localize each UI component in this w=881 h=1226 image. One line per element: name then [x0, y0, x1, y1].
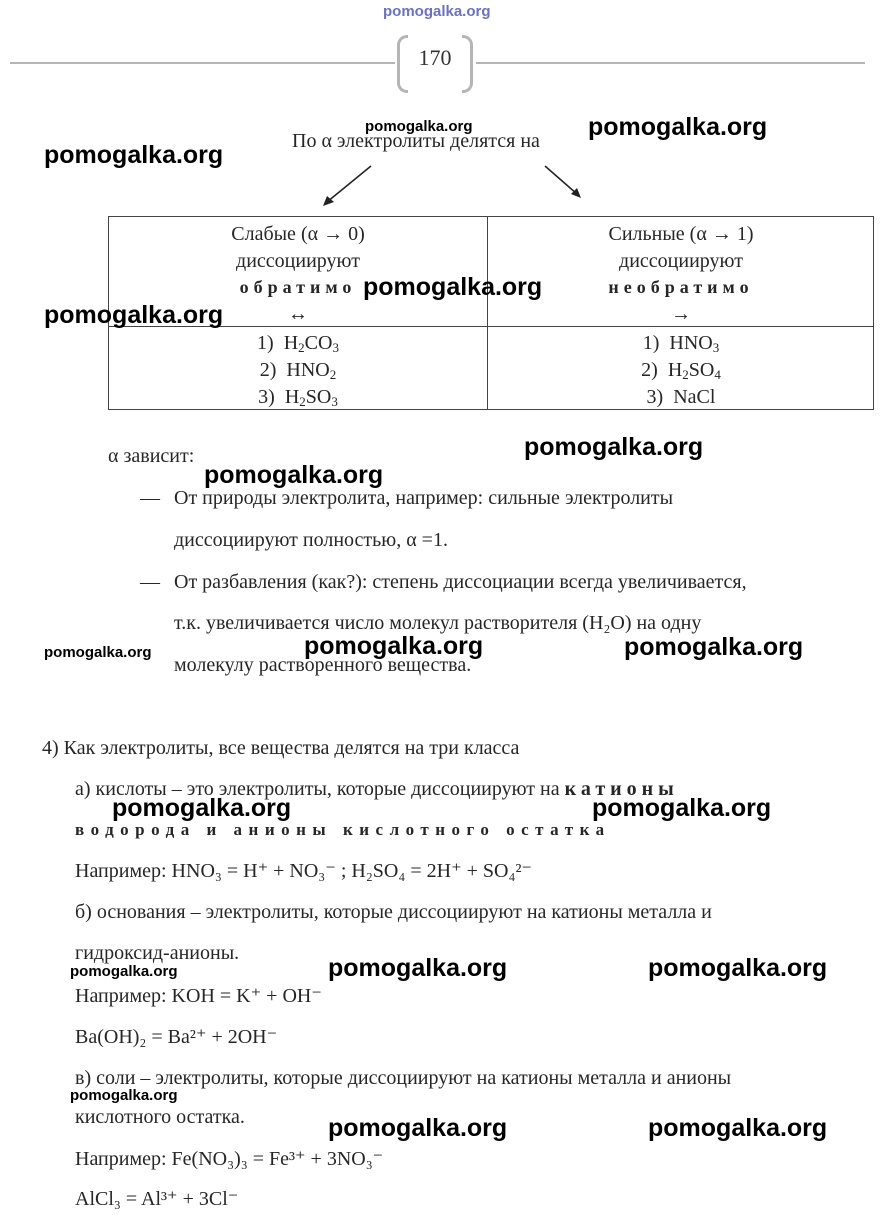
watermark: pomogalka.org: [648, 1114, 828, 1142]
header-rule-left: [10, 62, 395, 64]
watermark: pomogalka.org: [624, 633, 804, 661]
acids-example: Например: HNO₃ = H⁺ + NO₃⁻ ; H₂SO₄ = 2H⁺ + SO₄²⁻: [75, 860, 532, 882]
bases-line-1: б) основания – электролиты, которые диссоциируют на катионы металла и: [75, 901, 712, 923]
watermark: pomogalka.org: [70, 1087, 178, 1104]
watermark: pomogalka.org: [588, 113, 768, 141]
dependency-2-line-3: молекулу растворенного вещества.: [174, 654, 472, 676]
bases-line-2: гидроксид-анионы.: [75, 942, 240, 964]
strong-title: Сильные (α → 1): [608, 223, 754, 245]
dependency-1-line-1: От природы электролита, например: сильные электролиты: [174, 487, 674, 509]
section-4-heading: 4) Как электролиты, все вещества делятся на три класса: [42, 737, 520, 759]
page-number-box: [395, 35, 475, 91]
watermark: pomogalka.org: [592, 794, 772, 822]
strong-irreversibly: необратимо: [608, 277, 754, 297]
salts-line-1: в) соли – электролиты, которые диссоциируют на катионы металла и анионы: [75, 1067, 732, 1089]
watermark: pomogalka.org: [44, 644, 152, 661]
strong-item-1: 1) $HNO_3$: [642, 332, 720, 355]
watermark: pomogalka.org: [44, 141, 224, 169]
salts-example-1: Например: Fe(NO₃)₃ = Fe³⁺ + 3NO₃⁻: [75, 1148, 384, 1170]
acids-line-1: а) кислоты – это электролиты, которые диссоциируют на катионы: [75, 778, 679, 800]
dependency-2-line-1: От разбавления (как?): степень диссоциации всегда увеличивается,: [174, 571, 747, 593]
acids-line-2: водорода и анионы кислотного остатка: [75, 820, 611, 839]
watermark: pomogalka.org: [365, 118, 473, 135]
watermark: pomogalka.org: [112, 794, 292, 822]
watermark: pomogalka.org: [304, 632, 484, 660]
dependency-1-line-2: диссоциируют полностью, α =1.: [174, 529, 448, 551]
strong-arrow: →: [671, 303, 691, 325]
dependency-2-line-2: т.к. увеличивается число молекул растворителя (H₂O) на одну: [174, 612, 702, 634]
branch-arrows: [315, 160, 595, 210]
watermark: pomogalka.org: [44, 301, 224, 329]
weak-item-2: 2) $HNO_2$: [259, 359, 337, 382]
weak-reversibly: обратимо: [239, 277, 357, 297]
watermark: pomogalka.org: [524, 433, 704, 461]
watermark: pomogalka.org: [328, 1114, 508, 1142]
watermark: pomogalka.org: [204, 461, 384, 489]
bases-example-2: Ba(OH)₂ = Ba²⁺ + 2OH⁻: [75, 1026, 278, 1048]
watermark: pomogalka.org: [328, 954, 508, 982]
watermark: pomogalka.org: [70, 963, 178, 980]
alpha-depends: α зависит:: [108, 445, 195, 467]
watermark: pomogalka.org: [648, 954, 828, 982]
dash-1: —: [140, 487, 160, 509]
strong-item-3: 3) NaCl: [646, 386, 716, 408]
dash-2: —: [140, 571, 160, 593]
classification-heading: По α электролиты делятся на: [292, 130, 540, 152]
page-number: 170: [418, 45, 452, 70]
salts-line-2: кислотного остатка.: [75, 1106, 245, 1128]
weak-dissociate: диссоциируют: [236, 250, 360, 272]
watermark: pomogalka.org: [363, 273, 543, 301]
strong-dissociate: диссоциируют: [619, 250, 743, 272]
strong-item-2: 2) $H_2SO_4$: [641, 359, 721, 382]
weak-arrow: ↔: [288, 303, 308, 325]
weak-title: Слабые (α → 0): [231, 223, 365, 245]
salts-example-2: AlCl₃ = Al³⁺ + 3Cl⁻: [75, 1188, 239, 1210]
weak-item-1: 1) $H_2CO_3$: [257, 332, 339, 355]
header-rule-right: [476, 62, 865, 64]
weak-item-3: 3) $H_2SO_3$: [258, 386, 338, 409]
bases-example-1: Например: KOH = K⁺ + OH⁻: [75, 985, 322, 1007]
site-header-link[interactable]: pomogalka.org: [383, 3, 491, 20]
